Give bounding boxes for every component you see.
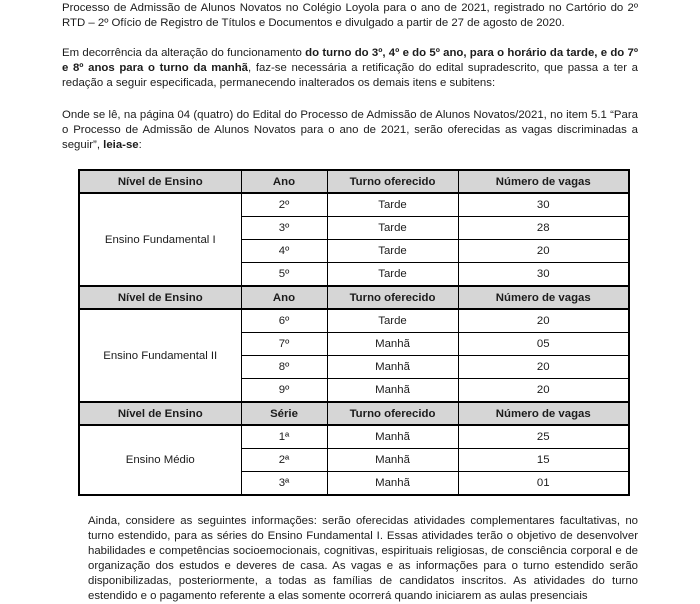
grade-cell: 2º <box>241 193 327 217</box>
shift-cell: Manhã <box>327 472 458 496</box>
shift-cell: Tarde <box>327 240 458 263</box>
shift-cell: Manhã <box>327 449 458 472</box>
vacancies-table <box>78 169 630 496</box>
vacancies-cell: 01 <box>458 472 629 496</box>
shift-cell: Tarde <box>327 263 458 287</box>
paragraph-bold-text: do turno do 3º, 4º e do 5º ano, para o horário da tarde, e do 7º e 8º anos para o turno da manhã <box>62 47 638 74</box>
paragraph-text: , faz-se necessária a retificação do edital supradescrito, que passa a ter a redação a seguir especificada, permanecendo inalterados os demais itens e subitens: <box>62 62 638 89</box>
shift-cell: Manhã <box>327 425 458 449</box>
shift-cell: Manhã <box>327 333 458 356</box>
edital-intro-paragraph <box>62 1 638 31</box>
onde-se-le-paragraph <box>62 108 638 153</box>
shift-cell: Tarde <box>327 309 458 333</box>
vacancies-cell: 15 <box>458 449 629 472</box>
table-row <box>79 309 629 333</box>
vacancies-cell: 20 <box>458 309 629 333</box>
vacancies-cell: 25 <box>458 425 629 449</box>
vacancies-cell: 20 <box>458 379 629 403</box>
paragraph-text: Processo de Admissão de Alunos Novatos no Colégio Loyola para o ano de 2021, registrado no Cartório do 2º RTD – 2º Ofício de Registro de Títulos e Documentos e divulgado a partir de 27 de agosto de 2020. <box>62 2 638 29</box>
col-header-serie: Série <box>241 402 327 425</box>
paragraph-text: Em decorrência da alteração do funcionamento <box>62 47 306 59</box>
paragraph-text: Ainda, considere as seguintes informações: serão oferecidas atividades complementares facultativas, no turno estendido, para as séries do Ensino Fundamental I. Essas atividades terão o objetivo de desenvolver habilidades e competências socioemocionais, cognitivas, espirituais religiosas, de consciência corporal e de organização dos estudos e deveres de casa. As vagas e as informações para o turno estendido serão disponibilizadas, posteriormente, a todas as famílias de candidatos inscritos. As atividades do turno estendido e o pagamento referente a elas somente ocorrerá quando iniciarem as aulas presenciais <box>88 515 638 602</box>
col-header-turno-oferecido: Turno oferecido <box>327 402 458 425</box>
col-header-numero-de-vagas: Número de vagas <box>458 402 629 425</box>
level-cell-fundamental-1: Ensino Fundamental I <box>79 193 241 286</box>
amendment-paragraph <box>62 46 638 91</box>
table-header-row <box>79 402 629 425</box>
paragraph-bold-text: leia-se <box>103 139 139 151</box>
grade-cell: 4º <box>241 240 327 263</box>
shift-cell: Manhã <box>327 356 458 379</box>
paragraph-text: : <box>138 139 142 151</box>
vacancies-cell: 20 <box>458 356 629 379</box>
shift-cell: Tarde <box>327 217 458 240</box>
col-header-turno-oferecido: Turno oferecido <box>327 286 458 309</box>
vacancies-cell: 05 <box>458 333 629 356</box>
vacancies-cell: 30 <box>458 193 629 217</box>
shift-cell: Manhã <box>327 379 458 403</box>
vacancies-cell: 20 <box>458 240 629 263</box>
table-row <box>79 193 629 217</box>
col-header-nivel-de-ensino: Nível de Ensino <box>79 286 241 309</box>
additional-info-paragraph <box>88 514 638 604</box>
grade-cell: 8º <box>241 356 327 379</box>
grade-cell: 5º <box>241 263 327 287</box>
level-cell-fundamental-2: Ensino Fundamental II <box>79 309 241 402</box>
table-header-row <box>79 286 629 309</box>
grade-cell: 7º <box>241 333 327 356</box>
table-row <box>79 425 629 449</box>
level-cell-ensino-medio: Ensino Médio <box>79 425 241 495</box>
vacancies-cell: 28 <box>458 217 629 240</box>
col-header-ano: Ano <box>241 286 327 309</box>
col-header-nivel-de-ensino: Nível de Ensino <box>79 170 241 193</box>
paragraph-text: Onde se lê, na página 04 (quatro) do Edital do Processo de Admissão de Alunos Novatos/2021, no item 5.1 “Para o Processo de Admissão de Alunos Novatos para o ano de 2021, serão oferecidas as vagas discriminadas a seguir”, <box>62 109 638 151</box>
grade-cell: 9º <box>241 379 327 403</box>
grade-cell: 1ª <box>241 425 327 449</box>
grade-cell: 2ª <box>241 449 327 472</box>
table-header-row <box>79 170 629 193</box>
col-header-numero-de-vagas: Número de vagas <box>458 286 629 309</box>
shift-cell: Tarde <box>327 193 458 217</box>
grade-cell: 6º <box>241 309 327 333</box>
col-header-numero-de-vagas: Número de vagas <box>458 170 629 193</box>
grade-cell: 3º <box>241 217 327 240</box>
col-header-ano: Ano <box>241 170 327 193</box>
col-header-nivel-de-ensino: Nível de Ensino <box>79 402 241 425</box>
grade-cell: 3ª <box>241 472 327 496</box>
vacancies-cell: 30 <box>458 263 629 287</box>
col-header-turno-oferecido: Turno oferecido <box>327 170 458 193</box>
